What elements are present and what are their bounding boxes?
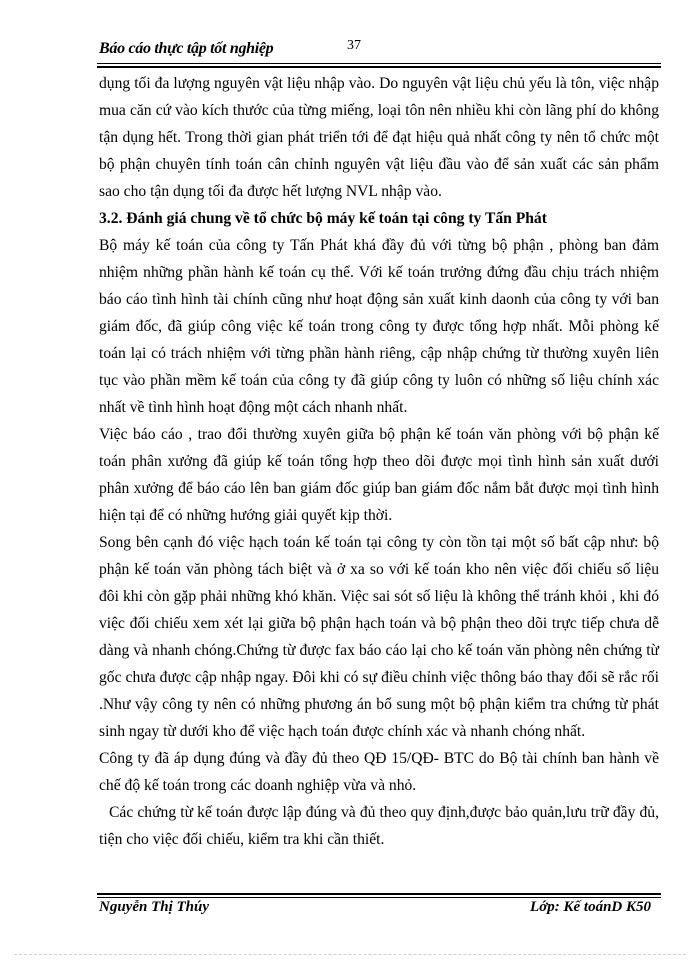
footer-rule-thick	[97, 893, 661, 895]
header-title: Báo cáo thực tập tốt nghiệp	[99, 40, 274, 57]
footer-author: Nguyễn Thị Thúy	[99, 899, 210, 915]
paragraph: dụng tối đa lượng nguyên vật liệu nhập vào. Do nguyên vật liệu chủ yếu là tôn, việc nhập mua căn cứ vào kích thước của từng miếng, loại tôn nên nhiều khi còn lãng phí do không tận dụng hết. Trong thời gian phát triển tới để đạt hiệu quả nhất công ty nên tổ chức một bộ phận chuyên tính toán cân chỉnh nguyên vật liệu đầu vào để sản xuất các sản phẩm sao cho tận dụng tối đa được hết lượng NVL nhập vào.	[99, 75, 659, 200]
section-heading: 3.2. Đánh giá chung về tổ chức bộ máy kế toán tại công ty Tấn Phát	[99, 210, 547, 227]
paragraph: Việc báo cáo , trao đổi thường xuyên giữa bộ phận kế toán văn phòng với bộ phận kế toán phân xưởng đã giúp kế toán tổng hợp theo dõi được mọi tình hình sản xuất dưới phân xưởng để báo cáo lên ban giám đốc giúp ban giám đốc nắm bắt được mọi tình hình hiện tại để có những hướng giải quyết kịp thời.	[99, 426, 659, 524]
paragraph: Các chứng từ kế toán được lập đúng và đủ theo quy định,được bảo quản,lưu trữ đầy đủ, tiện cho việc đối chiếu, kiểm tra khi cần thiết.	[99, 804, 659, 848]
header-rule-thin	[97, 63, 661, 64]
paragraph: Song bên cạnh đó việc hạch toán kế toán tại công ty còn tồn tại một số bất cập như: bộ phận kế toán văn phòng tách biệt và ở xa so với kế toán kho nên việc đối chiếu số liệu đôi khi còn gặp phải những khó khăn. Việc sai sót số liệu là không thể tránh khỏi , khi đó việc đối chiếu xem xét lại giữa bộ phận hạch toán và bộ phận theo dõi trực tiếp chưa dễ dàng và nhanh chóng.Chứng từ được fax báo cáo lại cho kế toán văn phòng nên chứng từ gốc chưa được cập nhập ngay. Đôi khi có sự điều chỉnh việc thông báo thay đổi sẽ rắc rối .Như vậy công ty nên có những phương án bổ sung một bộ phận kiểm tra chứng từ phát sinh ngay từ dưới kho để việc hạch toán được chính xác và nhanh chóng nhất.	[99, 534, 659, 740]
page-footer	[99, 899, 659, 923]
footer-rule-thin	[97, 897, 661, 898]
paragraph: Bộ máy kế toán của công ty Tấn Phát khá đầy đủ với từng bộ phận , phòng ban đảm nhiệm những phần hành kế toán cụ thể. Với kế toán trưởng đứng đầu chịu trách nhiệm báo cáo tình hình tài chính cũng như hoạt động sản xuất kinh daonh của công ty với ban giám đốc, đã giúp công việc kế toán trong công ty được tổng hợp nhất. Mỗi phòng kế toán lại có trách nhiệm với từng phần hành riêng, cập nhập chứng từ thường xuyên liên tục vào phần mềm kế toán của công ty đã giúp công ty luôn có những số liệu chính xác nhất về tình hình hoạt động một cách nhanh nhất.	[99, 237, 659, 416]
header-rule-thick	[97, 66, 661, 68]
page-border-dashed	[14, 954, 686, 955]
footer-class-label: Lớp: Kế toánD K50	[530, 899, 651, 915]
page-number: 37	[347, 38, 361, 53]
page-header	[99, 38, 659, 66]
body-content	[99, 70, 659, 853]
paragraph: Công ty đã áp dụng đúng và đầy đủ theo QĐ 15/QĐ- BTC do Bộ tài chính ban hành về chế độ kế toán trong các doanh nghiệp vừa và nhỏ.	[99, 750, 659, 794]
